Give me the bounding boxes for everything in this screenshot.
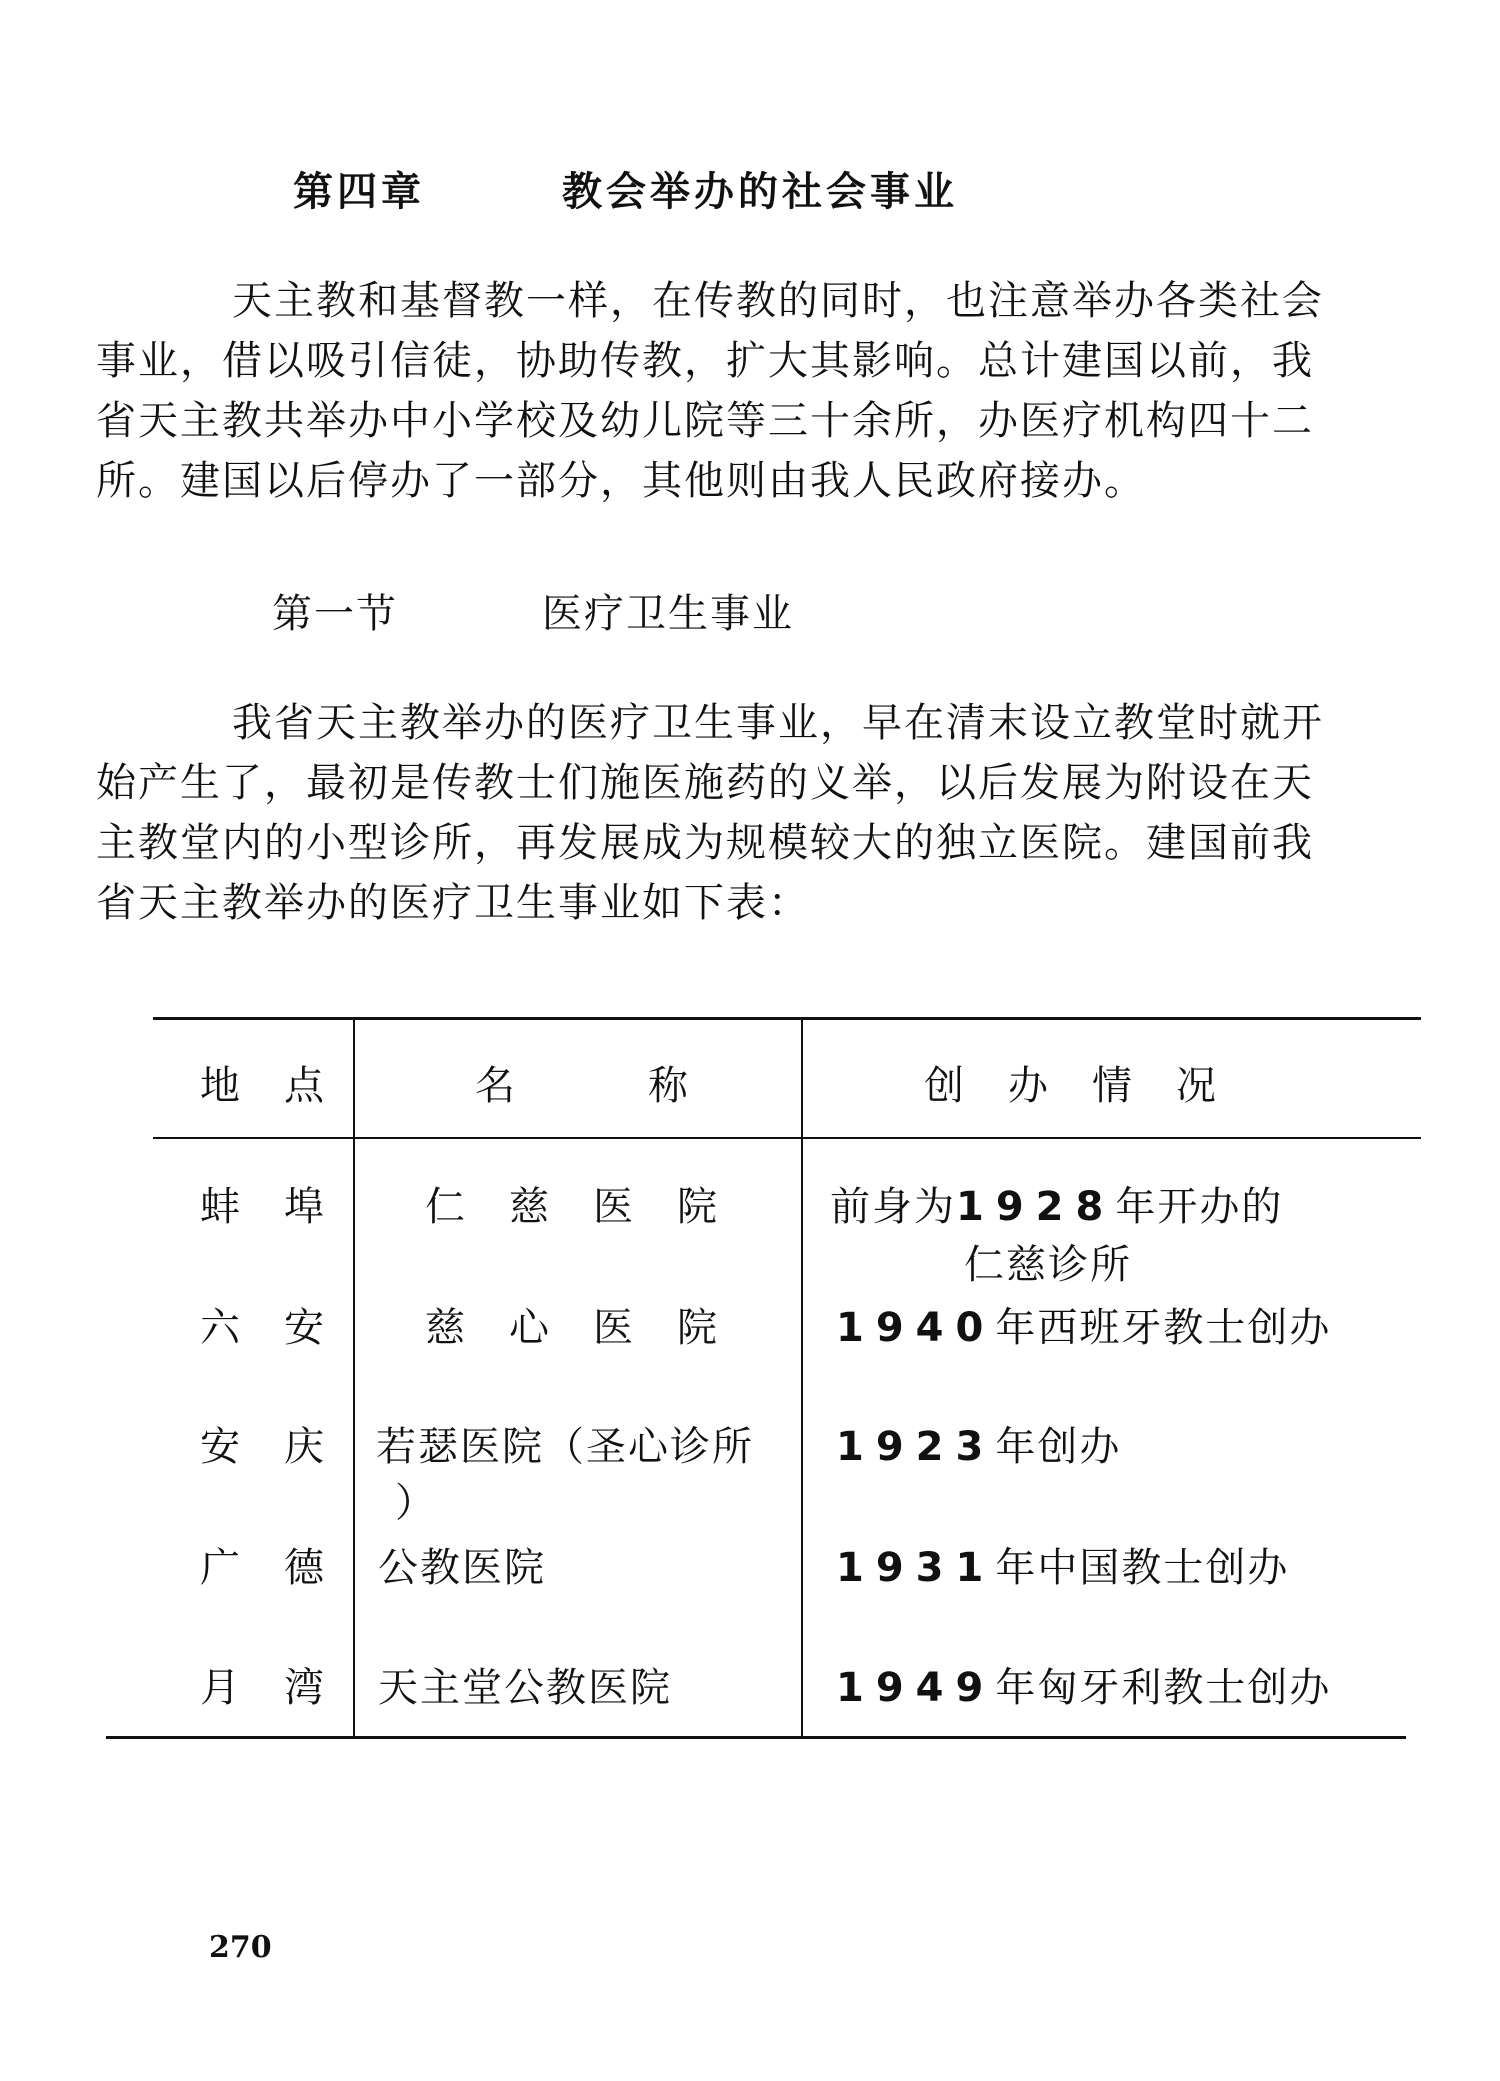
founding-text: 年匈牙利教士创办 <box>995 1665 1332 1711</box>
founding-year: 1931 <box>836 1545 996 1591</box>
page-number: 270 <box>209 1930 272 1965</box>
paragraph-line: 事业，借以吸引信徒，协助传教，扩大其影响。总计建国以前，我 <box>96 338 1314 384</box>
cell-location: 月 湾 <box>200 1665 326 1711</box>
table-top-rule <box>153 1017 1421 1020</box>
table-column-divider <box>353 1019 355 1736</box>
table-header-rule <box>153 1137 1421 1139</box>
paragraph-line: 我省天主教举办的医疗卫生事业，早在清末设立教堂时就开 <box>232 700 1324 746</box>
section-paragraph <box>96 693 1396 933</box>
founding-year: 1923 <box>836 1424 996 1470</box>
cell-founding-cont: 仁慈诊所 <box>964 1242 1132 1288</box>
cell-founding <box>836 1296 1331 1353</box>
paragraph-line: 主教堂内的小型诊所，再发展成为规模较大的独立医院。建国前我 <box>96 820 1314 866</box>
founding-text: 年开办的 <box>1115 1184 1284 1230</box>
header-name-part2: 称 <box>648 1063 690 1109</box>
cell-founding <box>836 1656 1331 1713</box>
chapter-number: 第四章 <box>293 169 425 215</box>
cell-name: 若瑟医院（圣心诊所 <box>376 1424 754 1470</box>
cell-location: 六 安 <box>200 1305 326 1351</box>
cell-location: 蚌 埠 <box>200 1184 326 1230</box>
paragraph-line: 天主教和基督教一样，在传教的同时，也注意举办各类社会 <box>232 278 1324 324</box>
founding-year: 1949 <box>836 1665 996 1711</box>
paragraph-line: 始产生了，最初是传教士们施医施药的义举，以后发展为附设在天 <box>96 760 1314 806</box>
table-bottom-rule <box>106 1736 1406 1739</box>
founding-text: 年西班牙教士创办 <box>995 1305 1332 1351</box>
cell-founding <box>836 1536 1289 1593</box>
section-number: 第一节 <box>272 591 398 637</box>
founding-text: 年中国教士创办 <box>995 1545 1290 1591</box>
cell-name: 天主堂公教医院 <box>378 1665 672 1711</box>
founding-text: 前身为 <box>830 1184 956 1230</box>
cell-name: 公教医院 <box>378 1545 546 1591</box>
header-name-part1: 名 <box>475 1063 517 1109</box>
cell-name: 慈 心 医 院 <box>425 1305 719 1351</box>
cell-location: 安 庆 <box>200 1424 326 1470</box>
cell-founding <box>830 1175 1283 1232</box>
chapter-title: 教会举办的社会事业 <box>562 169 958 215</box>
founding-text: 年创办 <box>995 1424 1122 1470</box>
founding-year: 1940 <box>836 1305 996 1351</box>
cell-name-cont: ） <box>395 1480 437 1526</box>
paragraph-line: 省天主教举办的医疗卫生事业如下表： <box>96 880 810 926</box>
founding-year: 1928 <box>956 1184 1116 1230</box>
paragraph-line: 所。建国以后停办了一部分，其他则由我人民政府接办。 <box>96 458 1146 504</box>
header-founding: 创 办 情 况 <box>924 1063 1218 1109</box>
paragraph-line: 省天主教共举办中小学校及幼儿院等三十余所，办医疗机构四十二 <box>96 398 1314 444</box>
table-column-divider <box>801 1019 803 1736</box>
section-title: 医疗卫生事业 <box>542 591 794 637</box>
cell-founding <box>836 1415 1121 1472</box>
header-location: 地 点 <box>200 1063 326 1109</box>
cell-location: 广 德 <box>200 1545 326 1591</box>
intro-paragraph <box>96 271 1396 511</box>
cell-name: 仁 慈 医 院 <box>425 1184 719 1230</box>
